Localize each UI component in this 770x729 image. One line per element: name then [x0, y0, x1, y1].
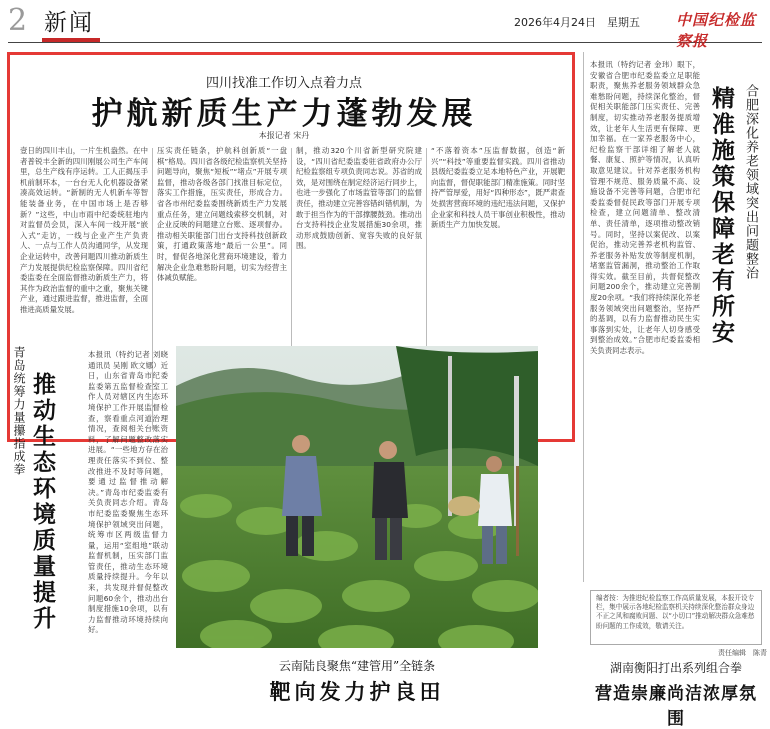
lead-column-2: 压实责任链条，护航科创新质“一盘棋”格局。四川省各级纪检监察机关坚持问题导向，聚焦“短板”“堵点”开展专项监督，推动各级各部门找准目标定位，落实工作措施，压实责任，形成合力。省各市州纪委监委围绕新质生产力发展重点任务，建立问题线索移交机制，对企业反映的问题建立台账、逐项督办。推动相关职能部门出台支持科技创新政策，打通政策落地“最后一公里”。同时，督促各地深化营商环境建设，着力解决企业急难愁盼问题，切实为经营主体减负赋能。	[157, 146, 287, 283]
bottom-right-headline[interactable]: 营造崇廉尚洁浓厚氛围	[595, 684, 757, 729]
right-story-headline[interactable]: 精准施策保障老有所安	[708, 86, 735, 346]
bottom-right-kicker: 湖南衡阳打出系列组合拳	[609, 661, 742, 675]
newspaper-logo: 中国纪检监察报	[676, 11, 757, 50]
lead-column-4: “不落着资本”压监督数据，创造“新兴”“科技”等重要监督实践。四川省推动县级纪委监委立足本地特色产业，开展靶向监督，督促职能部门精准施策。同时坚持严管厚爱，用好“四种形态”，既严肃查处损害营商环境的违纪违法问题，又保护企业家和科技人员干事创业积极性，推动新质生产力加快发展。	[431, 146, 565, 230]
right-story-column: 本报讯（特约记者 金玮）眼下，安徽省合肥市纪委监委立足职能职责，聚焦养老服务领域群众急难愁盼问题，持续深化整治，督促相关职能部门压实责任、完善制度，切实推动养老服务提质增效，让老年人生活更有保障、更加幸福。在一家养老服务中心，纪检监察干部详细了解老人就餐、康复、照护等情况，认真听取意见建议。针对养老服务机构管理不规范、服务质量不高、设施设备不完善等问题，合肥市纪委监委督促民政等部门开展专项检查，建立问题清单、整改清单、责任清单，逐项推动整改销号。同时，坚持以案促改、以案促治，推动完善养老机构监管、养老服务补贴发放等制度机制，堵塞监管漏洞，推动整治工作取得实效。截至目前，共督促整改问题200余个，推动建立完善制度20余项。“我们将持续深化养老服务领域突出问题整治，坚持严的基调，以有力监督推动民生实事落到实处，让老年人切身感受到整治成效。”合肥市纪委监委相关负责同志表示。	[590, 60, 700, 356]
lead-column-1: 壹日的四川丰山，一片生机盎然。在中者普锐丰全新的四川刚展公司生产车间里，总生产线有序运转。工人正揭压手机前制环本，一台台无人化机器设备紧凑高效运转。“新制的无人机新车等智能装备业务，在中国市场上是否够新？”这些，中山市雨中纪委统驻地内对监督员会员，深入车间一线开展“嵌入式”走访，一线与企业产生产负责人、一点与工作人员沟通同学，从发现企业运转中，改善问题四川推动新质生产力发展提供纪检监察保障。四川省纪委监委在全面监督推动新质生产力，将其作为政治监督的重中之重，聚焦关键产业，通过跟进监督，推进监督，全面推进高质量发展。	[20, 146, 148, 314]
masthead-divider	[8, 42, 762, 43]
field-photo	[176, 346, 538, 648]
left-story-kicker: 青岛统筹力量攥指成拳	[12, 346, 26, 476]
left-story-column: 本报讯（特约记者 刘晓 通讯员 吴刚 欧文娜）近日，山东省青岛市纪委监委第五监督检查室工作人员对辖区内生态环境保护工作开展监督检查，察看重点河道治理情况，查阅相关台账资料，了解问题整改落实进展。“一些地方存在治理责任落实不到位、整改推进不及时等问题，要通过监督推动解决。”青岛市纪委监委有关负责同志介绍。青岛市纪委监委聚焦生态环境保护领域突出问题，统筹市区两级监督力量，运用“室组地”联动监督机制，压实部门监管责任，推动生态环境质量持续提升。今年以来，共发现并督促整改问题60余个，推动出台制度措施10余项，以有力监督推动环境持续向好。	[88, 350, 168, 635]
page-number: 2	[8, 3, 28, 38]
right-story-kicker: 合肥深化养老领域突出问题整治	[743, 84, 758, 280]
editor-note-box: 编者按：为推进纪检监察工作高质量发展，本报开设专栏，集中展示各地纪检监察机关持续深化整治群众身边不正之风和腐败问题、以“小切口”推动解决群众急难愁盼问题的工作成效，敬请关注。	[590, 590, 762, 645]
section-title: 新闻	[44, 10, 94, 36]
left-story-column-tail	[8, 640, 88, 710]
left-story-headline[interactable]: 推动生态环境质量提升	[29, 372, 56, 632]
column-rule	[583, 52, 584, 582]
photo-story-headline[interactable]: 靶向发力护良田	[269, 679, 445, 704]
lead-column-3: 制，推动320个川省新型研究院建设，“四川省纪委监委驻省政府办公厅纪检监察组专项负责同志说。苏省的成效，是对围绕在制定经济运行同步上，也进一步强化了市场监管等部门的监督责任，推动建立完善容错纠错机制，为敢于担当作为的干部撑腰鼓劲。推动出台支持科技企业发展措施30余项，推动形成鼓励创新、宽容失败的良好氛围。	[296, 146, 422, 251]
lead-byline: 本报记者 宋丹	[258, 131, 310, 140]
issue-date: 2026年4月24日 星期五	[514, 16, 640, 29]
lead-headline[interactable]: 护航新质生产力蓬勃发展	[91, 96, 477, 132]
editor-credit: 责任编辑 陈青	[718, 649, 767, 657]
photo-story-kicker: 云南陆良聚焦“建管用”全链条	[278, 659, 436, 673]
lead-kicker: 四川找准工作切入点着力点	[205, 76, 362, 91]
